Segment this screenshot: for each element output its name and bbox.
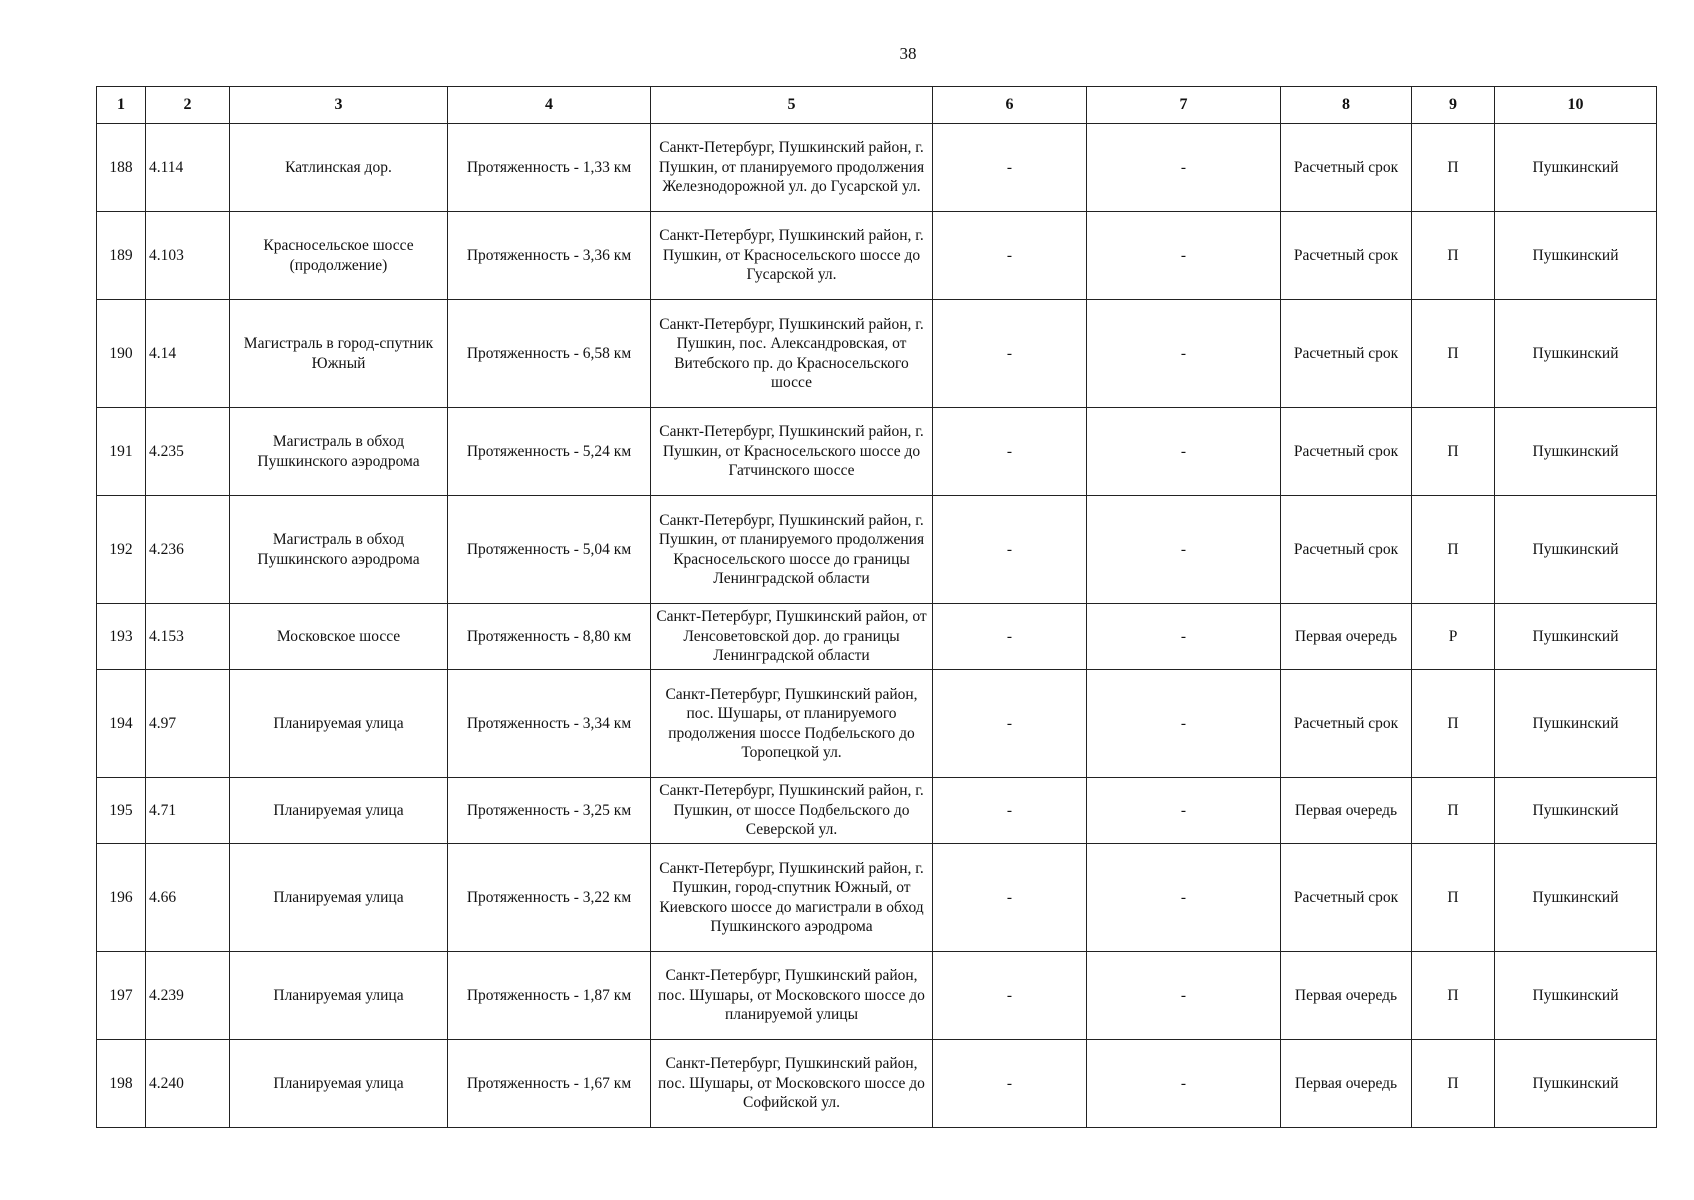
district-name: Пушкинский [1495, 604, 1657, 670]
implementation-stage: Расчетный срок [1281, 844, 1412, 952]
district-name: Пушкинский [1495, 778, 1657, 844]
table-row [97, 670, 1657, 778]
implementation-stage: Расчетный срок [1281, 300, 1412, 408]
object-code: 4.153 [146, 604, 230, 670]
road-length: Протяженность - 3,36 км [448, 212, 651, 300]
row-number: 194 [97, 670, 146, 778]
row-number: 193 [97, 604, 146, 670]
road-location: Санкт-Петербург, Пушкинский район, г. Пушкин, пос. Александровская, от Витебского пр. до Красносельского шоссе [651, 300, 933, 408]
road-location: Санкт-Петербург, Пушкинский район, пос. Шушары, от планируемого продолжения шоссе Подбельского до Торопецкой ул. [651, 670, 933, 778]
row-number: 196 [97, 844, 146, 952]
row-number: 191 [97, 408, 146, 496]
object-code: 4.235 [146, 408, 230, 496]
table-row [97, 778, 1657, 844]
col-6-value: - [933, 408, 1087, 496]
road-length: Протяженность - 6,58 км [448, 300, 651, 408]
road-length: Протяженность - 3,25 км [448, 778, 651, 844]
road-location: Санкт-Петербург, Пушкинский район, г. Пушкин, от шоссе Подбельского до Северской ул. [651, 778, 933, 844]
road-length: Протяженность - 8,80 км [448, 604, 651, 670]
col-6-value: - [933, 778, 1087, 844]
page-number: 38 [899, 44, 917, 63]
road-location: Санкт-Петербург, Пушкинский район, г. Пушкин, от планируемого продолжения Железнодорожной ул. до Гусарской ул. [651, 124, 933, 212]
header-col-3: 3 [230, 87, 448, 124]
road-location: Санкт-Петербург, Пушкинский район, пос. Шушары, от Московского шоссе до планируемой улицы [651, 952, 933, 1040]
header-col-6: 6 [933, 87, 1087, 124]
col-7-value: - [1087, 300, 1281, 408]
object-type: П [1412, 1040, 1495, 1128]
object-code: 4.103 [146, 212, 230, 300]
col-7-value: - [1087, 496, 1281, 604]
district-name: Пушкинский [1495, 844, 1657, 952]
road-location: Санкт-Петербург, Пушкинский район, г. Пушкин, от планируемого продолжения Красносельского шоссе до границы Ленинградской области [651, 496, 933, 604]
implementation-stage: Расчетный срок [1281, 496, 1412, 604]
object-type: П [1412, 670, 1495, 778]
table-body [97, 124, 1657, 1128]
header-col-5: 5 [651, 87, 933, 124]
header-col-2: 2 [146, 87, 230, 124]
object-code: 4.66 [146, 844, 230, 952]
road-name: Катлинская дор. [230, 124, 448, 212]
row-number: 189 [97, 212, 146, 300]
col-7-value: - [1087, 778, 1281, 844]
table-row [97, 496, 1657, 604]
col-7-value: - [1087, 408, 1281, 496]
col-6-value: - [933, 1040, 1087, 1128]
col-6-value: - [933, 124, 1087, 212]
road-length: Протяженность - 3,34 км [448, 670, 651, 778]
object-code: 4.239 [146, 952, 230, 1040]
table-header [97, 87, 1657, 124]
road-name: Магистраль в обход Пушкинского аэродрома [230, 408, 448, 496]
col-6-value: - [933, 300, 1087, 408]
road-length: Протяженность - 1,67 км [448, 1040, 651, 1128]
col-7-value: - [1087, 1040, 1281, 1128]
table-row [97, 300, 1657, 408]
road-location: Санкт-Петербург, Пушкинский район, г. Пушкин, от Красносельского шоссе до Гатчинского шоссе [651, 408, 933, 496]
road-name: Красносельское шоссе (продолжение) [230, 212, 448, 300]
object-type: П [1412, 844, 1495, 952]
row-number: 195 [97, 778, 146, 844]
road-length: Протяженность - 1,87 км [448, 952, 651, 1040]
object-type: П [1412, 408, 1495, 496]
implementation-stage: Расчетный срок [1281, 212, 1412, 300]
object-code: 4.240 [146, 1040, 230, 1128]
road-name: Магистраль в обход Пушкинского аэродрома [230, 496, 448, 604]
table-row [97, 952, 1657, 1040]
road-location: Санкт-Петербург, Пушкинский район, пос. Шушары, от Московского шоссе до Софийской ул. [651, 1040, 933, 1128]
object-type: П [1412, 124, 1495, 212]
header-col-4: 4 [448, 87, 651, 124]
col-7-value: - [1087, 212, 1281, 300]
road-length: Протяженность - 3,22 км [448, 844, 651, 952]
road-name: Планируемая улица [230, 670, 448, 778]
district-name: Пушкинский [1495, 670, 1657, 778]
object-type: Р [1412, 604, 1495, 670]
district-name: Пушкинский [1495, 952, 1657, 1040]
road-length: Протяженность - 5,04 км [448, 496, 651, 604]
object-type: П [1412, 496, 1495, 604]
object-code: 4.71 [146, 778, 230, 844]
col-7-value: - [1087, 124, 1281, 212]
implementation-stage: Первая очередь [1281, 604, 1412, 670]
object-code: 4.236 [146, 496, 230, 604]
header-col-1: 1 [97, 87, 146, 124]
road-location: Санкт-Петербург, Пушкинский район, г. Пушкин, от Красносельского шоссе до Гусарской ул. [651, 212, 933, 300]
col-6-value: - [933, 670, 1087, 778]
implementation-stage: Первая очередь [1281, 1040, 1412, 1128]
table-row [97, 408, 1657, 496]
row-number: 197 [97, 952, 146, 1040]
col-7-value: - [1087, 844, 1281, 952]
col-6-value: - [933, 844, 1087, 952]
object-type: П [1412, 212, 1495, 300]
implementation-stage: Первая очередь [1281, 952, 1412, 1040]
table-row [97, 844, 1657, 952]
district-name: Пушкинский [1495, 124, 1657, 212]
district-name: Пушкинский [1495, 408, 1657, 496]
implementation-stage: Расчетный срок [1281, 124, 1412, 212]
header-col-10: 10 [1495, 87, 1657, 124]
header-row [97, 87, 1657, 124]
table-row [97, 1040, 1657, 1128]
table-row [97, 212, 1657, 300]
object-type: П [1412, 778, 1495, 844]
implementation-stage: Расчетный срок [1281, 408, 1412, 496]
road-location: Санкт-Петербург, Пушкинский район, от Ленсоветовской дор. до границы Ленинградской области [651, 604, 933, 670]
row-number: 198 [97, 1040, 146, 1128]
object-code: 4.14 [146, 300, 230, 408]
col-7-value: - [1087, 604, 1281, 670]
object-type: П [1412, 300, 1495, 408]
road-registry-table [96, 86, 1657, 1128]
col-6-value: - [933, 212, 1087, 300]
district-name: Пушкинский [1495, 212, 1657, 300]
road-name: Московское шоссе [230, 604, 448, 670]
col-6-value: - [933, 604, 1087, 670]
district-name: Пушкинский [1495, 1040, 1657, 1128]
road-length: Протяженность - 1,33 км [448, 124, 651, 212]
header-col-9: 9 [1412, 87, 1495, 124]
col-6-value: - [933, 496, 1087, 604]
table-row [97, 124, 1657, 212]
implementation-stage: Расчетный срок [1281, 670, 1412, 778]
road-name: Планируемая улица [230, 844, 448, 952]
road-length: Протяженность - 5,24 км [448, 408, 651, 496]
header-col-7: 7 [1087, 87, 1281, 124]
object-code: 4.97 [146, 670, 230, 778]
object-type: П [1412, 952, 1495, 1040]
road-name: Магистраль в город-спутник Южный [230, 300, 448, 408]
road-name: Планируемая улица [230, 778, 448, 844]
district-name: Пушкинский [1495, 300, 1657, 408]
row-number: 188 [97, 124, 146, 212]
object-code: 4.114 [146, 124, 230, 212]
road-name: Планируемая улица [230, 1040, 448, 1128]
table-row [97, 604, 1657, 670]
implementation-stage: Первая очередь [1281, 778, 1412, 844]
col-7-value: - [1087, 670, 1281, 778]
row-number: 190 [97, 300, 146, 408]
road-location: Санкт-Петербург, Пушкинский район, г. Пушкин, город-спутник Южный, от Киевского шоссе до магистрали в обход Пушкинского аэродрома [651, 844, 933, 952]
district-name: Пушкинский [1495, 496, 1657, 604]
col-7-value: - [1087, 952, 1281, 1040]
row-number: 192 [97, 496, 146, 604]
header-col-8: 8 [1281, 87, 1412, 124]
road-name: Планируемая улица [230, 952, 448, 1040]
col-6-value: - [933, 952, 1087, 1040]
